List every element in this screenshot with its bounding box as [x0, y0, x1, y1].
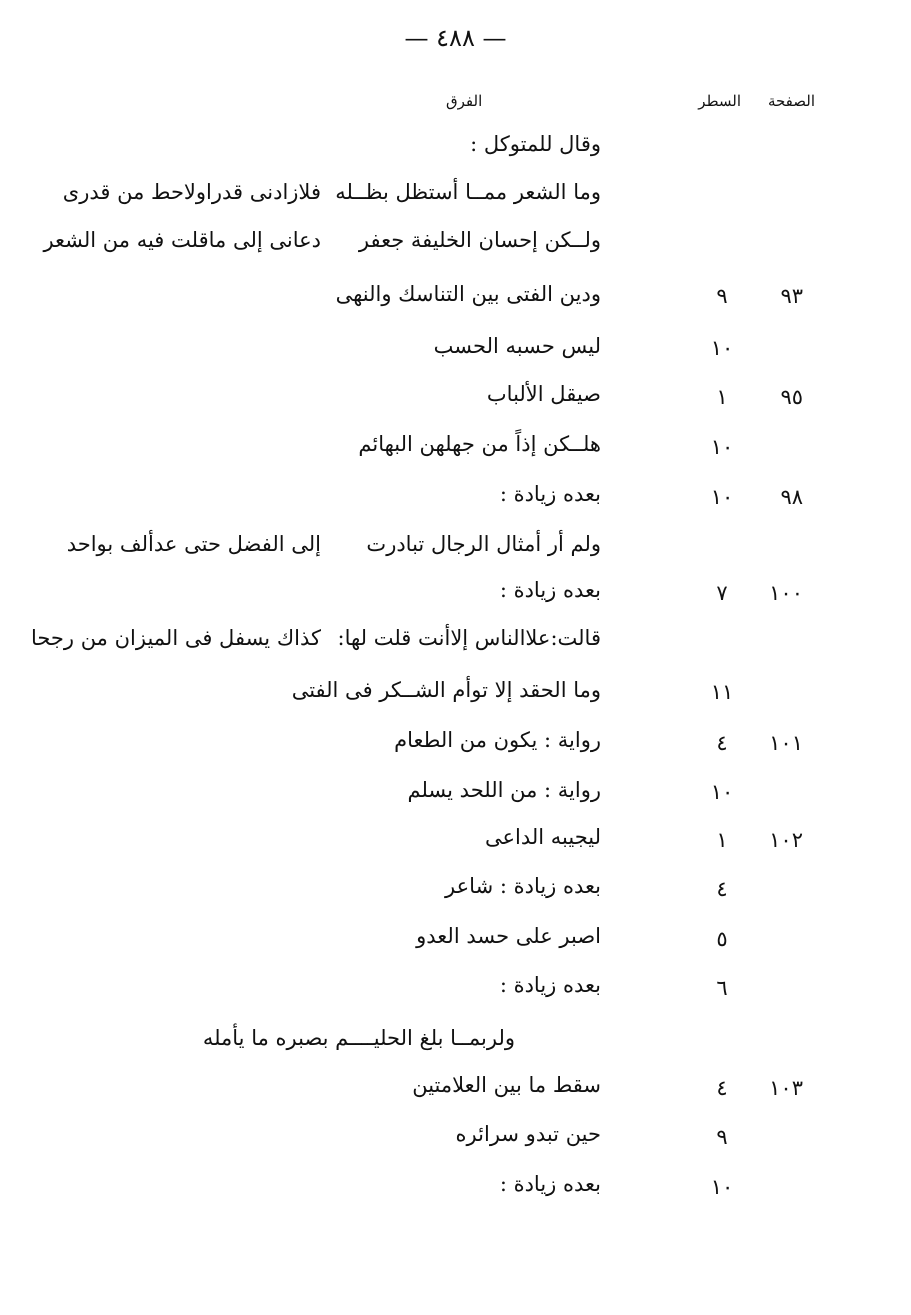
line-ref: ٦ — [716, 976, 728, 1000]
verse-second-hemistich: دعانى إلى ماقلت فيه من الشعر — [43, 228, 321, 252]
page-ref: ١٠٠ — [769, 581, 803, 605]
row-text: بعده زيادة : — [499, 973, 601, 997]
line-ref: ٥ — [716, 927, 728, 951]
column-header-difference: الفرق — [446, 92, 483, 110]
line-ref: ٤ — [716, 877, 728, 901]
row-text: حين تبدو سرائره — [455, 1122, 601, 1146]
column-header-page: الصفحة — [767, 92, 815, 110]
page-ref: ٩٨ — [780, 485, 803, 509]
row-text: هلــكن إذاً من جهلهن البهائم — [358, 432, 601, 456]
verse-second-hemistich: كذاك يسفل فى الميزان من رجحا — [30, 626, 321, 650]
line-ref: ١٠ — [710, 780, 734, 804]
page-number: — ٤٨٨ — — [404, 24, 507, 52]
line-ref: ٤ — [716, 731, 728, 755]
line-ref: ١٠ — [710, 435, 734, 459]
verse-first-hemistich: ولــكن إحسان الخليفة جعفر — [358, 228, 601, 252]
row-text: رواية : من اللحد يسلم — [407, 778, 601, 802]
line-ref: ١٠ — [710, 485, 734, 509]
verse-first-hemistich: وما الشعر ممــا أستظل بظــله — [335, 180, 601, 204]
page-ref: ٩٥ — [780, 385, 803, 409]
page-ref: ١٠١ — [769, 731, 803, 755]
row-text: بعده زيادة : — [499, 578, 601, 602]
line-ref: ١ — [716, 385, 728, 409]
line-ref: ١١ — [710, 680, 734, 704]
single-verse: ولربمــا بلغ الحليــــم بصبره ما يأمله — [202, 1026, 515, 1050]
row-text: اصبر على حسد العدو — [416, 924, 601, 948]
verse-first-hemistich: قالت:علاالناس إلاأنت قلت لها: — [337, 626, 601, 650]
row-text: سقط ما بين العلامتين — [412, 1073, 601, 1097]
row-text: بعده زيادة : شاعر — [445, 874, 601, 898]
column-header-line: السطر — [698, 92, 741, 110]
row-text: بعده زيادة : — [499, 482, 601, 506]
line-ref: ٩ — [716, 284, 728, 308]
row-text: بعده زيادة : — [499, 1172, 601, 1196]
page-ref: ٩٣ — [780, 284, 803, 308]
line-ref: ٤ — [716, 1076, 728, 1100]
row-text: ليس حسبه الحسب — [433, 334, 601, 358]
row-text: صيقل الألباب — [486, 382, 601, 406]
page-ref: ١٠٣ — [769, 1076, 803, 1100]
line-ref: ٧ — [716, 581, 728, 605]
row-text: رواية : يكون من الطعام — [394, 728, 601, 752]
row-text: وقال للمتوكل : — [470, 132, 601, 156]
line-ref: ١٠ — [710, 1175, 734, 1199]
row-text: ليجيبه الداعى — [484, 825, 601, 849]
line-ref: ٩ — [716, 1125, 728, 1149]
row-text: وما الحقد إلا توأم الشــكر فى الفتى — [291, 678, 601, 702]
page-ref: ١٠٢ — [769, 828, 803, 852]
verse-second-hemistich: إلى الفضل حتى عدألف بواحد — [66, 532, 321, 556]
verse-second-hemistich: فلازادنى قدراولاحط من قدرى — [62, 180, 321, 204]
verse-first-hemistich: ولم أر أمثال الرجال تبادرت — [366, 532, 601, 556]
row-text: ودين الفتى بين التناسك والنهى — [335, 282, 601, 306]
line-ref: ١ — [716, 828, 728, 852]
line-ref: ١٠ — [710, 336, 734, 360]
